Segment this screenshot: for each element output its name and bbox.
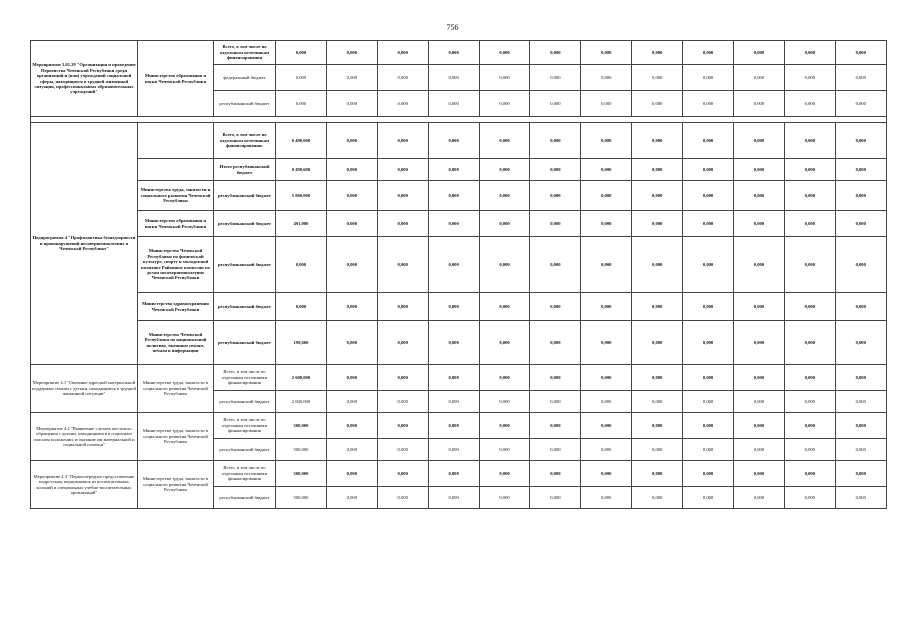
value-cell: 0,000 (784, 41, 835, 65)
value-cell: 0,000 (428, 439, 479, 461)
value-cell: 0,000 (479, 65, 530, 91)
value-cell: 0,000 (326, 439, 377, 461)
value-cell: 0,000 (835, 413, 886, 439)
value-cell: 0,000 (835, 487, 886, 509)
value-cell: 0,000 (632, 321, 683, 365)
value-cell: 0,000 (784, 487, 835, 509)
value-cell: 0,000 (734, 391, 785, 413)
value-cell: 0,000 (326, 293, 377, 321)
value-cell: 0,000 (835, 211, 886, 237)
value-cell: 0,000 (581, 293, 632, 321)
executor-name: Министерство труда, занятости и социального развития Чеченской Республики (138, 181, 214, 211)
value-cell: 0,000 (377, 65, 428, 91)
value-cell: 0,000 (835, 439, 886, 461)
value-cell: 0,000 (479, 91, 530, 117)
value-cell: 0,000 (581, 365, 632, 391)
table-row (31, 321, 887, 365)
value-cell: 0,000 (683, 391, 734, 413)
value-cell: 0,000 (377, 487, 428, 509)
measure-name: Мероприятие 4.3 "Первоочередное предоставление подросткам, вернувшимся из воспитательных колоний и специальных учебно-воспитательных организаций" (31, 461, 138, 509)
value-cell: 0,000 (734, 439, 785, 461)
value-cell: 0,000 (276, 41, 327, 65)
value-cell: 0,000 (632, 365, 683, 391)
value-cell: 0,000 (326, 413, 377, 439)
value-cell: 0,000 (276, 91, 327, 117)
value-cell: 0,000 (530, 439, 581, 461)
value-cell: 0,000 (530, 65, 581, 91)
value-cell: 0,000 (326, 159, 377, 181)
value-cell: 0,000 (377, 391, 428, 413)
value-cell: 0,000 (683, 65, 734, 91)
value-cell: 0,000 (835, 159, 886, 181)
value-cell: 0,000 (784, 181, 835, 211)
value-cell: 0,000 (632, 413, 683, 439)
value-cell: 0,000 (377, 365, 428, 391)
table-row (31, 181, 887, 211)
value-cell: 5 800,000 (276, 181, 327, 211)
value-cell: 0,000 (683, 461, 734, 487)
table-row (31, 123, 887, 159)
value-cell: 0,000 (530, 159, 581, 181)
executor-name: Министерство образования и науки Чеченской Республики (138, 211, 214, 237)
executor-name: Министерство Чеченской Республики по физической культуре, спорту и молодежной политике Районные комиссии по делам несовершеннолетних Чеченской Республики (138, 237, 214, 293)
value-cell: 6 490,600 (276, 123, 327, 159)
funding-source: Всего, в том числе по отдельным источникам финансирования (214, 413, 276, 439)
value-cell: 0,000 (632, 211, 683, 237)
value-cell: 0,000 (377, 461, 428, 487)
value-cell: 0,000 (835, 461, 886, 487)
value-cell: 0,000 (835, 321, 886, 365)
executor-name: Министерство труда, занятости и социального развития Чеченской Республики (138, 461, 214, 509)
value-cell: 0,000 (428, 91, 479, 117)
value-cell: 0,000 (326, 321, 377, 365)
value-cell: 0,000 (530, 123, 581, 159)
value-cell: 199,600 (276, 321, 327, 365)
value-cell: 0,000 (835, 181, 886, 211)
value-cell: 0,000 (784, 293, 835, 321)
value-cell: 0,000 (683, 293, 734, 321)
value-cell: 0,000 (479, 391, 530, 413)
funding-source: республиканский бюджет (214, 321, 276, 365)
value-cell: 0,000 (581, 65, 632, 91)
table-row (31, 211, 887, 237)
value-cell: 0,000 (377, 439, 428, 461)
value-cell: 0,000 (326, 123, 377, 159)
value-cell: 0,000 (428, 159, 479, 181)
value-cell: 0,000 (326, 211, 377, 237)
value-cell: 0,000 (683, 123, 734, 159)
value-cell: 0,000 (377, 91, 428, 117)
value-cell: 0,000 (530, 211, 581, 237)
table-row (31, 413, 887, 439)
value-cell: 0,000 (377, 123, 428, 159)
value-cell: 0,000 (479, 461, 530, 487)
value-cell: 0,000 (428, 181, 479, 211)
table-row (31, 293, 887, 321)
value-cell: 0,000 (530, 321, 581, 365)
value-cell: 0,000 (581, 487, 632, 509)
value-cell: 0,000 (683, 439, 734, 461)
value-cell: 0,000 (784, 65, 835, 91)
executor-name: Министерство труда, занятости и социального развития Чеченской Республики (138, 413, 214, 461)
value-cell: 0,000 (581, 391, 632, 413)
value-cell: 0,000 (428, 413, 479, 439)
value-cell: 0,000 (835, 391, 886, 413)
value-cell: 0,000 (479, 321, 530, 365)
table-row (31, 237, 887, 293)
value-cell: 0,000 (479, 439, 530, 461)
value-cell: 0,000 (734, 293, 785, 321)
value-cell: 0,000 (784, 365, 835, 391)
value-cell: 0,000 (326, 65, 377, 91)
value-cell: 0,000 (326, 487, 377, 509)
value-cell: 0,000 (632, 391, 683, 413)
value-cell: 0,000 (632, 91, 683, 117)
value-cell: 0,000 (734, 365, 785, 391)
value-cell: 491,000 (276, 211, 327, 237)
value-cell: 0,000 (377, 41, 428, 65)
value-cell: 0,000 (276, 293, 327, 321)
value-cell: 0,000 (479, 487, 530, 509)
value-cell: 0,000 (479, 413, 530, 439)
budget-table (30, 40, 887, 509)
value-cell: 0,000 (479, 365, 530, 391)
value-cell: 0,000 (734, 123, 785, 159)
value-cell: 0,000 (530, 181, 581, 211)
value-cell: 0,000 (835, 91, 886, 117)
value-cell: 0,000 (428, 321, 479, 365)
value-cell: 0,000 (377, 293, 428, 321)
value-cell: 0,000 (784, 211, 835, 237)
value-cell: 0,000 (428, 41, 479, 65)
value-cell: 0,000 (835, 65, 886, 91)
value-cell: 0,000 (326, 391, 377, 413)
value-cell: 0,000 (326, 181, 377, 211)
executor-name: Министерство здравоохранения Чеченской Республики (138, 293, 214, 321)
measure-name: Мероприятие 3.01.29 "Организация и проведение Первенства Чеченской Республики среди организаций и (или) учреждений социальной сферы, находящихся в трудной жизненной ситуации, профессиональных образовательных учреждений" (31, 41, 138, 117)
measure-name: Мероприятие 4.1 "Оказание адресной материальной поддержки семьям с детьми, находящимся в трудной жизненной ситуации" (31, 365, 138, 413)
value-cell: 0,000 (683, 211, 734, 237)
value-cell: 0,000 (428, 123, 479, 159)
value-cell: 0,000 (530, 391, 581, 413)
value-cell: 0,000 (632, 487, 683, 509)
value-cell: 0,000 (428, 293, 479, 321)
value-cell: 0,000 (479, 159, 530, 181)
value-cell: 0,000 (632, 181, 683, 211)
value-cell: 0,000 (326, 41, 377, 65)
funding-source: Итого республиканский бюджет (214, 159, 276, 181)
value-cell: 2 600,000 (276, 365, 327, 391)
funding-source: республиканский бюджет (214, 237, 276, 293)
value-cell: 0,000 (428, 391, 479, 413)
value-cell: 0,000 (683, 91, 734, 117)
value-cell: 0,000 (479, 181, 530, 211)
value-cell: 0,000 (530, 91, 581, 117)
value-cell: 500,000 (276, 439, 327, 461)
value-cell: 0,000 (479, 237, 530, 293)
value-cell: 0,000 (734, 237, 785, 293)
value-cell: 0,000 (734, 41, 785, 65)
value-cell: 2 600,000 (276, 391, 327, 413)
value-cell: 0,000 (377, 321, 428, 365)
value-cell: 0,000 (734, 413, 785, 439)
value-cell: 0,000 (835, 365, 886, 391)
value-cell: 0,000 (632, 123, 683, 159)
value-cell: 0,000 (581, 41, 632, 65)
executor-name: Министерство Чеченской Республики по национальной политике, внешним связям, печати и информации (138, 321, 214, 365)
value-cell: 500,000 (276, 487, 327, 509)
funding-source: Всего, в том числе по отдельным источникам финансирования (214, 41, 276, 65)
value-cell: 0,000 (683, 237, 734, 293)
value-cell: 0,000 (581, 461, 632, 487)
value-cell: 0,000 (734, 65, 785, 91)
value-cell: 0,000 (683, 365, 734, 391)
value-cell: 0,000 (581, 91, 632, 117)
page-number: 756 (446, 23, 459, 32)
value-cell: 0,000 (632, 237, 683, 293)
value-cell: 0,000 (530, 293, 581, 321)
value-cell: 0,000 (581, 159, 632, 181)
value-cell: 0,000 (784, 413, 835, 439)
value-cell: 0,000 (835, 41, 886, 65)
table-row (31, 41, 887, 65)
table-row (31, 159, 887, 181)
executor-name (138, 123, 214, 159)
value-cell: 0,000 (581, 181, 632, 211)
value-cell: 6 490,600 (276, 159, 327, 181)
value-cell: 0,000 (479, 123, 530, 159)
value-cell: 0,000 (428, 487, 479, 509)
funding-source: республиканский бюджет (214, 181, 276, 211)
value-cell: 0,000 (683, 181, 734, 211)
value-cell: 500,000 (276, 413, 327, 439)
value-cell: 0,000 (530, 237, 581, 293)
measure-name: Мероприятие 4.2 "Выявление случаев жестокого обращения с детьми, находящимися в социально опасном положении, и оказание им материальной и социальной помощи" (31, 413, 138, 461)
value-cell: 0,000 (734, 159, 785, 181)
value-cell: 0,000 (581, 237, 632, 293)
value-cell: 0,000 (734, 461, 785, 487)
executor-name: Министерство образования и науки Чеченской Республики (138, 41, 214, 117)
executor-name: Министерство труда, занятости и социального развития Чеченской Республики (138, 365, 214, 413)
value-cell: 0,000 (784, 391, 835, 413)
value-cell: 0,000 (784, 321, 835, 365)
funding-source: республиканский бюджет (214, 293, 276, 321)
value-cell: 0,000 (326, 365, 377, 391)
funding-source: Всего, в том числе по отдельным источникам финансирования (214, 365, 276, 391)
value-cell: 0,000 (581, 413, 632, 439)
value-cell: 0,000 (835, 237, 886, 293)
value-cell: 0,000 (581, 321, 632, 365)
value-cell: 0,000 (632, 159, 683, 181)
funding-source: Всего, в том числе по отдельным источникам финансирования: (214, 123, 276, 159)
value-cell: 0,000 (835, 293, 886, 321)
table-row (31, 461, 887, 487)
funding-source: федеральный бюджет (214, 65, 276, 91)
value-cell: 0,000 (428, 237, 479, 293)
value-cell: 0,000 (632, 65, 683, 91)
value-cell: 0,000 (632, 439, 683, 461)
value-cell: 0,000 (683, 321, 734, 365)
value-cell: 500,000 (276, 461, 327, 487)
table-row (31, 365, 887, 391)
value-cell: 0,000 (683, 41, 734, 65)
executor-name (138, 159, 214, 181)
value-cell: 0,000 (734, 181, 785, 211)
value-cell: 0,000 (632, 293, 683, 321)
value-cell: 0,000 (784, 461, 835, 487)
value-cell: 0,000 (683, 159, 734, 181)
value-cell: 0,000 (428, 211, 479, 237)
value-cell: 0,000 (326, 461, 377, 487)
value-cell: 0,000 (530, 365, 581, 391)
value-cell: 0,000 (530, 413, 581, 439)
value-cell: 0,000 (479, 211, 530, 237)
value-cell: 0,000 (479, 293, 530, 321)
value-cell: 0,000 (377, 237, 428, 293)
value-cell: 0,000 (734, 211, 785, 237)
value-cell: 0,000 (326, 91, 377, 117)
value-cell: 0,000 (632, 461, 683, 487)
value-cell: 0,000 (530, 461, 581, 487)
subprogram-name: Подпрограмма 4 "Профилактика безнадзорности и правонарушений несовершеннолетних в Чеченской Республике" (31, 123, 138, 365)
value-cell: 0,000 (683, 413, 734, 439)
value-cell: 0,000 (835, 123, 886, 159)
value-cell: 0,000 (734, 91, 785, 117)
value-cell: 0,000 (581, 211, 632, 237)
value-cell: 0,000 (784, 439, 835, 461)
value-cell: 0,000 (734, 321, 785, 365)
value-cell: 0,000 (377, 181, 428, 211)
value-cell: 0,000 (276, 65, 327, 91)
value-cell: 0,000 (784, 123, 835, 159)
value-cell: 0,000 (581, 439, 632, 461)
value-cell: 0,000 (530, 487, 581, 509)
funding-source: республиканский бюджет (214, 439, 276, 461)
value-cell: 0,000 (428, 461, 479, 487)
value-cell: 0,000 (530, 41, 581, 65)
funding-source: республиканский бюджет (214, 391, 276, 413)
value-cell: 0,000 (632, 41, 683, 65)
value-cell: 0,000 (377, 413, 428, 439)
value-cell: 0,000 (428, 65, 479, 91)
value-cell: 0,000 (683, 487, 734, 509)
value-cell: 0,000 (377, 159, 428, 181)
value-cell: 0,000 (479, 41, 530, 65)
value-cell: 0,000 (428, 365, 479, 391)
funding-source: республиканский бюджет (214, 487, 276, 509)
value-cell: 0,000 (581, 123, 632, 159)
funding-source: республиканский бюджет (214, 211, 276, 237)
value-cell: 0,000 (326, 237, 377, 293)
value-cell: 0,000 (784, 159, 835, 181)
value-cell: 0,000 (784, 237, 835, 293)
funding-source: республиканский бюджет (214, 91, 276, 117)
value-cell: 0,000 (276, 237, 327, 293)
value-cell: 0,000 (377, 211, 428, 237)
value-cell: 0,000 (784, 91, 835, 117)
funding-source: Всего, в том числе по отдельным источникам финансирования (214, 461, 276, 487)
value-cell: 0,000 (734, 487, 785, 509)
